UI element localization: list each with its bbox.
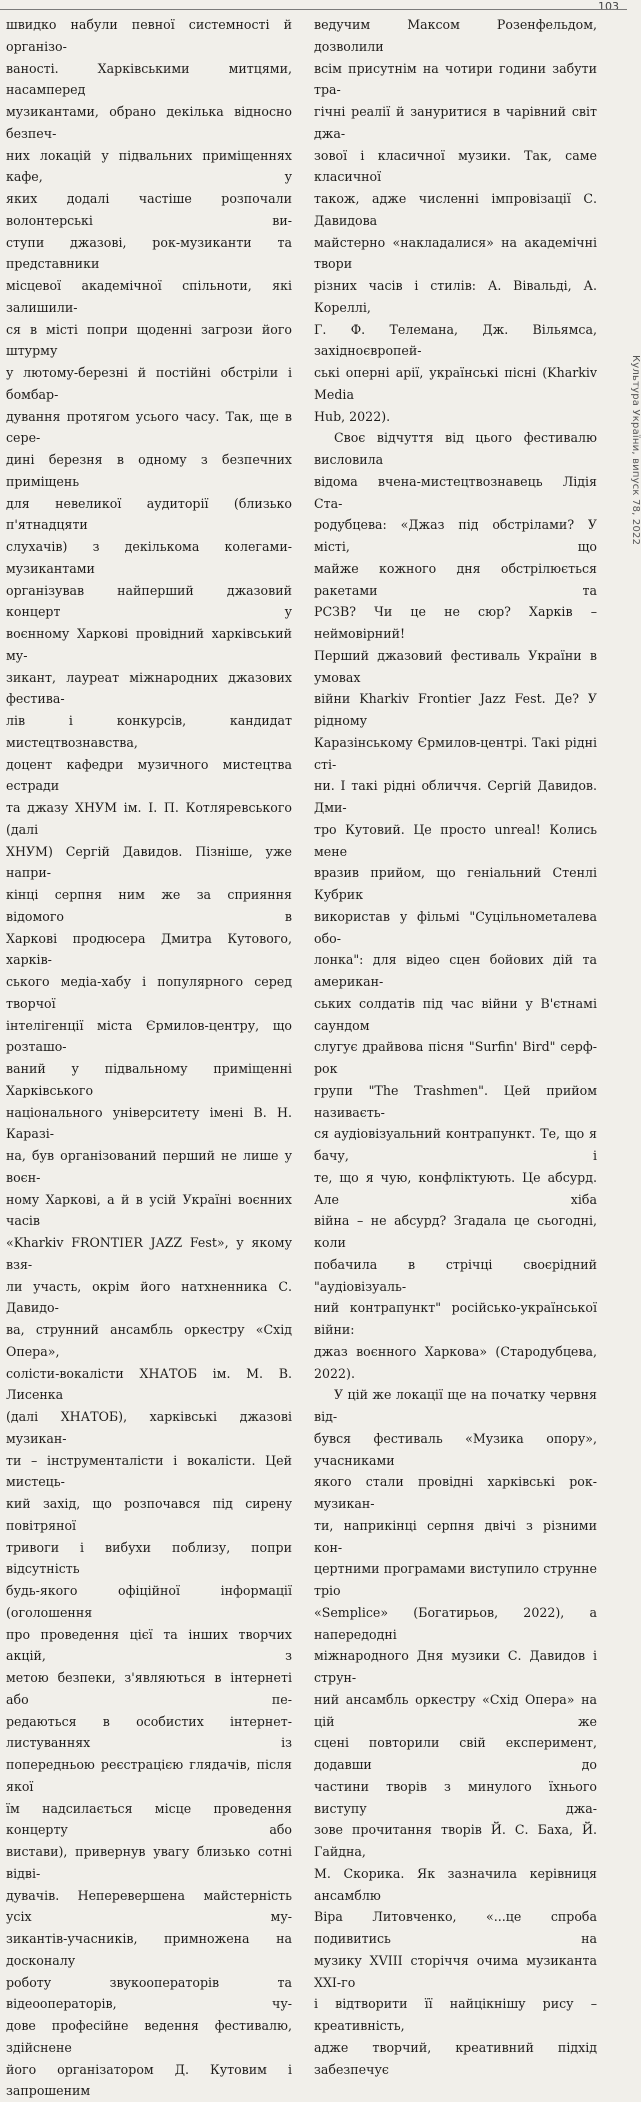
text-line: зової і класичної музики. Так, саме класичної — [314, 145, 597, 189]
text-line: ни. І такі рідні обличчя. Сергій Давидов. Дми- — [314, 775, 597, 819]
journal-side-caption: Культура України, випуск 78, 2022 — [619, 250, 641, 650]
text-line: дувачів. Неперевершена майстерність усіх му- — [6, 1885, 292, 1929]
text-line: будь-якого офіційної інформації (оголошення — [6, 1580, 292, 1624]
text-line: Харкові продюсера Дмитра Кутового, харків- — [6, 928, 292, 972]
page-number: 103 — [598, 0, 619, 13]
text-line: також, адже численні імпровізації С. Давидова — [314, 188, 597, 232]
text-line: майстерно «накладалися» на академічні твори — [314, 232, 597, 276]
left-column — [6, 14, 292, 2102]
text-line: попередньою реєстрацією глядачів, після якої — [6, 1754, 292, 1798]
text-line: ся в місті попри щоденні загрози його штурму — [6, 319, 292, 363]
text-line: тро Кутовий. Це просто unreal! Колись мене — [314, 819, 597, 863]
text-line: кий захід, що розпочався під сирену повітряної — [6, 1493, 292, 1537]
text-line: воєнному Харкові провідний харківський му- — [6, 623, 292, 667]
text-line: цертними програмами виступило струнне тріо — [314, 1558, 597, 1602]
text-line: лонка": для відео сцен бойових дій та американ- — [314, 949, 597, 993]
text-line: ського медіа-хабу і популярного серед творчої — [6, 971, 292, 1015]
text-line: на, був організований перший не лише у воєн- — [6, 1145, 292, 1189]
paragraph — [314, 1384, 597, 2080]
text-line: ські оперні арії, українські пісні (Kharkiv Media — [314, 362, 597, 406]
text-line: ських солдатів під час війни у В'єтнамі саундом — [314, 993, 597, 1037]
text-line: музикантами, обрано декілька відносно безпеч- — [6, 101, 292, 145]
text-line: вразив прийом, що геніальний Стенлі Кубрик — [314, 862, 597, 906]
text-line: родубцева: «Джаз під обстрілами? У місті, що — [314, 514, 597, 558]
text-line: ний ансамбль оркестру «Схід Опера» на цій же — [314, 1689, 597, 1733]
text-line: дове професійне ведення фестивалю, здійснене — [6, 2015, 292, 2059]
text-line: війна – не абсурд? Згадала це сьогодні, коли — [314, 1210, 597, 1254]
text-line: зикант, лауреат міжнародних джазових фестива- — [6, 667, 292, 711]
text-line: його організатором Д. Кутовим і запрошеним — [6, 2059, 292, 2102]
paragraph — [314, 427, 597, 1384]
text-line: організував найперший джазовий концерт у — [6, 580, 292, 624]
text-line: ступи джазові, рок-музиканти та представники — [6, 232, 292, 276]
text-line: Каразінському Єрмилов-центрі. Такі рідні сті- — [314, 732, 597, 776]
text-line: Г. Ф. Телемана, Дж. Вільямса, західноєвропей- — [314, 319, 597, 363]
text-line: дині березня в одному з безпечних приміщень — [6, 449, 292, 493]
text-line: ваності. Харківськими митцями, насамперед — [6, 58, 292, 102]
text-line: ному Харкові, а й в усій Україні воєнних часів — [6, 1189, 292, 1233]
text-line: дування протягом усього часу. Так, ще в сере- — [6, 406, 292, 450]
text-line: війни Kharkiv Frontier Jazz Fest. Де? У рідному — [314, 688, 597, 732]
left-paragraph — [6, 14, 292, 2102]
text-line: вистави), привернув увагу близько сотні відві- — [6, 1841, 292, 1885]
text-line: тривоги і вибухи поблизу, попри відсутність — [6, 1537, 292, 1581]
text-line: кінці серпня ним же за сприяння відомого в — [6, 884, 292, 928]
text-line: слугує драйвова пісня "Surfin' Bird" серф-рок — [314, 1036, 597, 1080]
text-line: Своє відчуття від цього фестивалю висловила — [314, 427, 597, 471]
text-line: місцевої академічної спільноти, які залишили- — [6, 275, 292, 319]
text-line: ведучим Максом Розенфельдом, дозволили — [314, 14, 597, 58]
text-line: ся аудіовізуальний контрапункт. Те, що я бачу, і — [314, 1123, 597, 1167]
text-line: ний контрапункт" російсько-української війни: — [314, 1297, 597, 1341]
text-line: всім присутнім на чотири години забути тра- — [314, 58, 597, 102]
text-line: групи "The Trashmen". Цей прийом називаєть- — [314, 1080, 597, 1124]
text-line: Hub, 2022). — [314, 406, 597, 428]
text-line: ваний у підвальному приміщенні Харківського — [6, 1058, 292, 1102]
text-line: різних часів і стилів: А. Вівальді, А. Кореллі, — [314, 275, 597, 319]
text-line: метою безпеки, з'являються в інтернеті або пе- — [6, 1667, 292, 1711]
text-line: про проведення цієї та інших творчих акцій, з — [6, 1624, 292, 1668]
text-line: частини творів з минулого їхнього виступу джа- — [314, 1776, 597, 1820]
header-rule — [0, 9, 627, 10]
text-line: доцент кафедри музичного мистецтва естради — [6, 754, 292, 798]
text-line: слухачів) з декількома колегами-музикантами — [6, 536, 292, 580]
text-line: зикантів-учасників, примножена на досконалу — [6, 1928, 292, 1972]
text-line: редаються в особистих інтернет-листуваннях із — [6, 1711, 292, 1755]
text-line: гічні реалії й зануритися в чарівний світ джа- — [314, 101, 597, 145]
text-line: у лютому-березні й постійні обстріли і бомбар- — [6, 362, 292, 406]
text-line: «Kharkiv FRONTIER JAZZ Fest», у якому взя- — [6, 1232, 292, 1276]
text-line: для невеликої аудиторії (близько п'ятнадцяти — [6, 493, 292, 537]
text-line: і відтворити її найцікнішу рису – креативність, — [314, 1993, 597, 2037]
text-line: сцені повторили свій експеримент, додавши до — [314, 1732, 597, 1776]
text-line: ХНУМ) Сергій Давидов. Пізніше, уже напри- — [6, 841, 292, 885]
text-line: зове прочитання творів Й. С. Баха, Й. Гайдна, — [314, 1819, 597, 1863]
text-line: Віра Литовченко, «...це спроба подивитись на — [314, 1906, 597, 1950]
text-line: них локацій у підвальних приміщеннях кафе, у — [6, 145, 292, 189]
text-line: «Semplice» (Богатирьов, 2022), а напередодні — [314, 1602, 597, 1646]
text-line: ти, наприкінці серпня двічі з різними кон- — [314, 1515, 597, 1559]
text-line: міжнародного Дня музики С. Давидов і струн- — [314, 1645, 597, 1689]
text-line: РСЗВ? Чи це не сюр? Харків – неймовірний! — [314, 601, 597, 645]
text-line: адже творчий, креативний підхід забезпечує — [314, 2037, 597, 2081]
text-line: М. Скорика. Як зазначила керівниця ансамблю — [314, 1863, 597, 1907]
text-line: швидко набули певної системності й організо- — [6, 14, 292, 58]
text-line: ва, струнний ансамбль оркестру «Схід Опера», — [6, 1319, 292, 1363]
text-line: роботу звукооператорів та відеооператорів, чу- — [6, 1972, 292, 2016]
text-line: солісти-вокалісти ХНАТОБ ім. М. В. Лисенка — [6, 1363, 292, 1407]
text-line: ли участь, окрім його натхненника С. Давидо- — [6, 1276, 292, 1320]
text-line: їм надсилається місце проведення концерту або — [6, 1798, 292, 1842]
text-line: лів і конкурсів, кандидат мистецтвознавства, — [6, 710, 292, 754]
text-line: майже кожного дня обстрілюється ракетами та — [314, 558, 597, 602]
text-line: У цій же локації ще на початку червня від- — [314, 1384, 597, 1428]
text-line: відома вчена-мистецтвознавець Лідія Ста- — [314, 471, 597, 515]
paragraph — [314, 14, 597, 427]
text-line: національного університету імені В. Н. Каразі- — [6, 1102, 292, 1146]
text-line: джаз воєнного Харкова» (Стародубцева, 2022). — [314, 1341, 597, 1385]
text-line: якого стали провідні харківські рок-музикан- — [314, 1471, 597, 1515]
text-line: Перший джазовий фестиваль України в умовах — [314, 645, 597, 689]
text-line: музику XVIII сторіччя очима музиканта XXI-го — [314, 1950, 597, 1994]
text-line: бувся фестиваль «Музика опору», учасниками — [314, 1428, 597, 1472]
right-column — [314, 14, 597, 2080]
text-line: використав у фільмі "Суцільнометалева обо- — [314, 906, 597, 950]
text-line: ти – інструменталісти і вокалісти. Цей мистець- — [6, 1450, 292, 1494]
text-line: інтелігенції міста Єрмилов-центру, що розташо- — [6, 1015, 292, 1059]
text-line: яких додалі частіше розпочали волонтерські ви- — [6, 188, 292, 232]
text-line: та джазу ХНУМ ім. І. П. Котляревського (далі — [6, 797, 292, 841]
text-line: побачила в стрічці своєрідний "аудіовізуаль- — [314, 1254, 597, 1298]
text-line: те, що я чую, конфліктують. Це абсурд. Але хіба — [314, 1167, 597, 1211]
text-line: (далі ХНАТОБ), харківські джазові музикан- — [6, 1406, 292, 1450]
